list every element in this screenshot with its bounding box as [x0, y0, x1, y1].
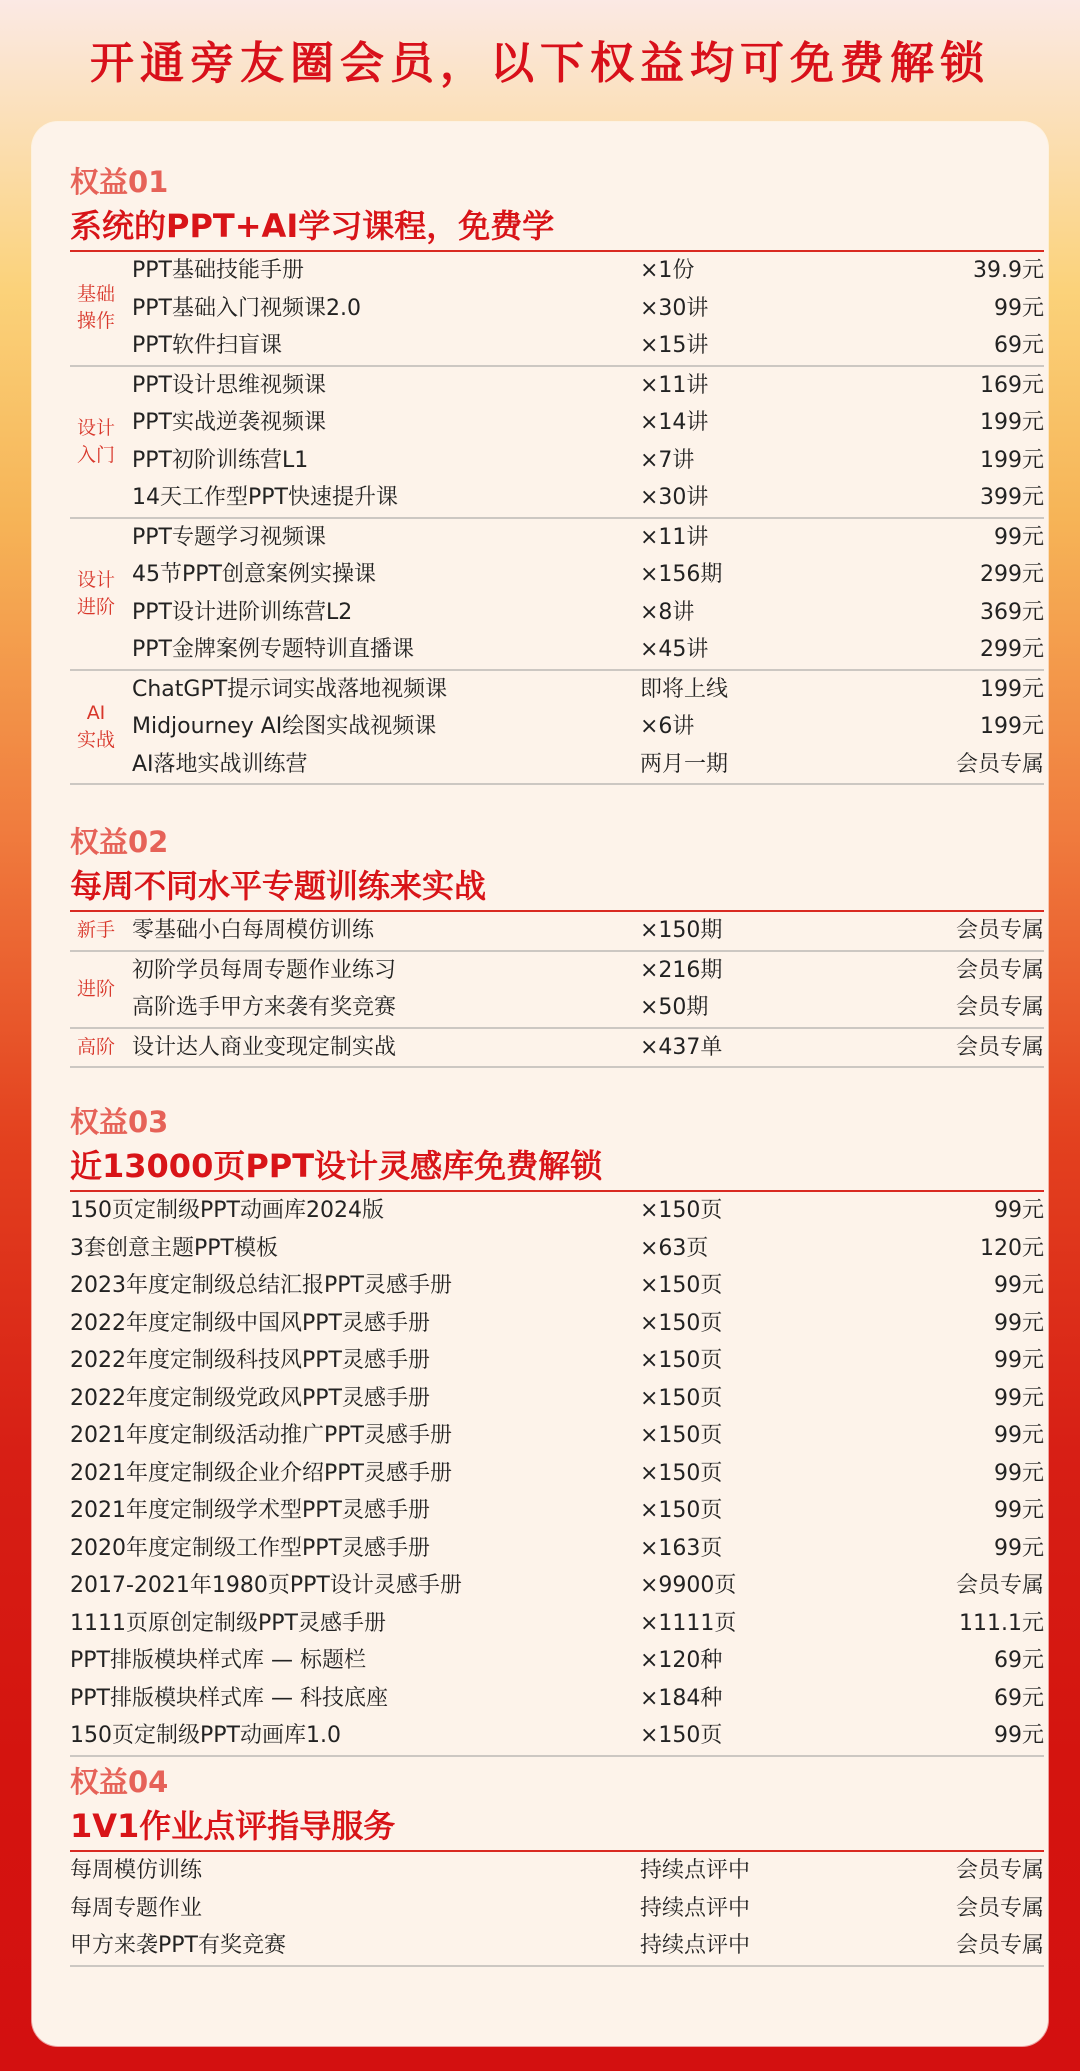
item-name: Midjourney AI绘图实战视频课 [132, 714, 437, 739]
item-price: 会员专属 [955, 1573, 1044, 1598]
item-name: 150页定制级PPT动画库1.0 [70, 1723, 341, 1748]
benefit-row [70, 1267, 1044, 1305]
item-name: PPT设计进阶训练营L2 [132, 599, 353, 625]
item-quantity: ×11讲 [640, 524, 709, 550]
item-quantity: 持续点评中 [640, 1895, 751, 1921]
group-label: 进阶 [76, 977, 115, 1000]
item-quantity: ×216期 [640, 957, 723, 983]
item-price: 99元 [994, 1423, 1044, 1448]
benefit-row [70, 631, 1044, 669]
section-benefit-02 [70, 822, 1044, 1068]
item-price: 69元 [994, 1685, 1044, 1711]
item-quantity: ×1份 [640, 258, 695, 283]
item-quantity: ×437单 [640, 1034, 723, 1060]
benefit-row [70, 952, 1044, 990]
item-name: ChatGPT提示词实战落地视频课 [132, 676, 448, 702]
item-price: 99元 [994, 1460, 1044, 1486]
item-quantity: 持续点评中 [640, 1858, 751, 1883]
item-name: AI落地实战训练营 [132, 751, 308, 777]
item-quantity: ×150页 [640, 1460, 723, 1486]
item-quantity: ×9900页 [640, 1573, 737, 1598]
benefit-group [70, 1852, 1044, 1967]
item-price: 99元 [994, 1348, 1044, 1373]
item-name: 2017-2021年1980页PPT设计灵感手册 [70, 1573, 462, 1598]
section-benefit-01 [70, 162, 1044, 785]
item-quantity: ×8讲 [640, 599, 695, 625]
section-tag: 权益03 [70, 1105, 169, 1139]
item-name: PPT设计思维视频课 [132, 372, 326, 398]
item-price: 99元 [994, 1198, 1044, 1223]
banner-title: 开通旁友圈会员，以下权益均可免费解锁 [90, 38, 990, 89]
item-quantity: ×14讲 [640, 410, 709, 435]
item-name: 3套创意主题PPT模板 [70, 1235, 278, 1261]
benefit-row [70, 1417, 1044, 1455]
item-price: 99元 [994, 1723, 1044, 1748]
benefit-group [70, 252, 1044, 367]
benefit-row [70, 1492, 1044, 1530]
item-name: PPT基础入门视频课2.0 [132, 295, 361, 321]
item-price: 111.1元 [959, 1610, 1044, 1636]
benefit-row [70, 1852, 1044, 1890]
item-name: 每周模仿训练 [70, 1858, 203, 1883]
item-price: 369元 [980, 599, 1044, 625]
item-quantity: ×120种 [640, 1648, 723, 1673]
item-name: 设计达人商业变现定制实战 [132, 1034, 397, 1060]
benefit-row [70, 989, 1044, 1027]
benefit-row [70, 1890, 1044, 1928]
item-quantity: ×150页 [640, 1498, 723, 1523]
item-name: 45节PPT创意案例实操课 [132, 562, 376, 587]
item-quantity: ×150页 [640, 1348, 723, 1373]
item-quantity: 持续点评中 [640, 1933, 751, 1958]
group-label: 新手 [76, 919, 115, 942]
item-name: PPT排版模块样式库 — 标题栏 [70, 1648, 366, 1673]
item-name: 2021年度定制级学术型PPT灵感手册 [70, 1498, 430, 1523]
benefit-row [70, 1605, 1044, 1643]
item-name: 2022年度定制级科技风PPT灵感手册 [70, 1348, 430, 1373]
benefit-group [70, 519, 1044, 671]
section-title: 1V1作业点评指导服务 [70, 1807, 396, 1845]
benefit-row [70, 1642, 1044, 1680]
benefit-row [70, 912, 1044, 950]
item-name: 2023年度定制级总结汇报PPT灵感手册 [70, 1273, 452, 1298]
item-price: 69元 [994, 1648, 1044, 1673]
item-quantity: ×163页 [640, 1535, 723, 1561]
benefit-row [70, 1717, 1044, 1755]
item-price: 99元 [994, 1498, 1044, 1523]
item-quantity: ×150页 [640, 1198, 723, 1223]
item-price: 199元 [980, 410, 1044, 435]
item-price: 99元 [994, 295, 1044, 321]
item-name: 2020年度定制级工作型PPT灵感手册 [70, 1535, 430, 1561]
item-price: 199元 [980, 676, 1044, 702]
item-name: 2021年度定制级企业介绍PPT灵感手册 [70, 1460, 452, 1486]
item-quantity: ×150期 [640, 918, 723, 943]
benefit-row [70, 252, 1044, 290]
item-name: 1111页原创定制级PPT灵感手册 [70, 1610, 386, 1636]
group-label: AI 实战 [76, 701, 115, 751]
item-name: 高阶选手甲方来袭有奖竞赛 [132, 995, 397, 1020]
item-name: 2022年度定制级中国风PPT灵感手册 [70, 1310, 430, 1336]
item-price: 69元 [994, 333, 1044, 358]
item-name: 2022年度定制级党政风PPT灵感手册 [70, 1385, 430, 1411]
item-name: 2021年度定制级活动推广PPT灵感手册 [70, 1423, 452, 1448]
item-name: PPT软件扫盲课 [132, 333, 282, 358]
item-price: 399元 [980, 485, 1044, 510]
section-tag: 权益02 [70, 825, 169, 859]
benefit-row [70, 442, 1044, 480]
item-price: 会员专属 [955, 957, 1044, 983]
item-quantity: 即将上线 [640, 676, 729, 702]
section-title: 近13000页PPT设计灵感库免费解锁 [70, 1147, 603, 1185]
benefit-group [70, 1029, 1044, 1069]
benefit-group [70, 1192, 1044, 1757]
item-quantity: ×15讲 [640, 333, 709, 358]
item-price: 会员专属 [955, 1895, 1044, 1921]
benefit-row [70, 556, 1044, 594]
benefit-row [70, 1192, 1044, 1230]
top-banner [0, 0, 1080, 118]
benefit-row [70, 1567, 1044, 1605]
benefit-group [70, 671, 1044, 786]
item-price: 199元 [980, 714, 1044, 739]
item-quantity: 两月一期 [640, 751, 729, 777]
benefit-row [70, 708, 1044, 746]
item-name: 甲方来袭PPT有奖竞赛 [70, 1933, 286, 1958]
benefit-row [70, 367, 1044, 405]
item-quantity: ×63页 [640, 1235, 709, 1261]
benefit-row [70, 519, 1044, 557]
item-price: 会员专属 [955, 751, 1044, 777]
item-quantity: ×156期 [640, 562, 723, 587]
item-price: 会员专属 [955, 995, 1044, 1020]
section-tag: 权益01 [70, 165, 169, 199]
section-title: 每周不同水平专题训练来实战 [70, 867, 487, 905]
item-price: 99元 [994, 1273, 1044, 1298]
section-benefit-04 [70, 1762, 1044, 1967]
item-quantity: ×50期 [640, 995, 709, 1020]
group-label: 设计 入门 [76, 416, 115, 466]
item-quantity: ×150页 [640, 1385, 723, 1411]
item-price: 99元 [994, 1535, 1044, 1561]
item-name: PPT实战逆袭视频课 [132, 410, 326, 435]
item-quantity: ×150页 [640, 1310, 723, 1336]
item-price: 会员专属 [955, 1034, 1044, 1060]
item-price: 99元 [994, 524, 1044, 550]
item-quantity: ×30讲 [640, 295, 709, 321]
section-tag: 权益04 [70, 1765, 169, 1799]
benefit-row [70, 290, 1044, 328]
item-quantity: ×150页 [640, 1723, 723, 1748]
benefit-group [70, 367, 1044, 519]
item-quantity: ×7讲 [640, 447, 695, 473]
group-label: 基础 操作 [76, 283, 115, 333]
benefit-row [70, 1530, 1044, 1568]
item-quantity: ×150页 [640, 1423, 723, 1448]
group-label: 高阶 [76, 1035, 115, 1058]
item-name: PPT金牌案例专题特训直播课 [132, 637, 414, 662]
item-name: 每周专题作业 [70, 1895, 203, 1921]
item-quantity: ×6讲 [640, 714, 695, 739]
item-price: 会员专属 [955, 1858, 1044, 1883]
benefit-row [70, 1927, 1044, 1965]
item-price: 39.9元 [973, 258, 1044, 283]
item-name: PPT排版模块样式库 — 科技底座 [70, 1685, 388, 1711]
benefit-row [70, 671, 1044, 709]
item-quantity: ×150页 [640, 1273, 723, 1298]
item-name: 初阶学员每周专题作业练习 [132, 957, 397, 983]
item-quantity: ×30讲 [640, 485, 709, 510]
item-price: 169元 [980, 372, 1044, 398]
item-price: 99元 [994, 1385, 1044, 1411]
benefit-row [70, 404, 1044, 442]
benefit-row [70, 746, 1044, 784]
item-price: 299元 [980, 562, 1044, 587]
item-price: 会员专属 [955, 1933, 1044, 1958]
item-name: 零基础小白每周模仿训练 [132, 918, 375, 943]
item-price: 会员专属 [955, 918, 1044, 943]
benefit-row [70, 1380, 1044, 1418]
item-name: 14天工作型PPT快速提升课 [132, 485, 398, 510]
benefit-row [70, 1305, 1044, 1343]
item-quantity: ×45讲 [640, 637, 709, 662]
benefit-row [70, 1342, 1044, 1380]
benefit-row [70, 479, 1044, 517]
section-title: 系统的PPT+AI学习课程，免费学 [70, 207, 555, 245]
group-label: 设计 进阶 [76, 568, 115, 618]
benefit-group [70, 952, 1044, 1029]
benefit-row [70, 1029, 1044, 1067]
benefit-row [70, 594, 1044, 632]
item-price: 120元 [980, 1235, 1044, 1261]
item-name: PPT专题学习视频课 [132, 524, 326, 550]
item-name: PPT基础技能手册 [132, 258, 304, 283]
item-quantity: ×1111页 [640, 1610, 737, 1636]
benefit-row [70, 1680, 1044, 1718]
item-quantity: ×11讲 [640, 372, 709, 398]
benefit-row [70, 327, 1044, 365]
item-name: PPT初阶训练营L1 [132, 447, 309, 473]
item-price: 299元 [980, 637, 1044, 662]
item-price: 99元 [994, 1310, 1044, 1336]
item-price: 199元 [980, 447, 1044, 473]
item-name: 150页定制级PPT动画库2024版 [70, 1198, 384, 1223]
benefit-group [70, 912, 1044, 952]
section-benefit-03 [70, 1102, 1044, 1757]
item-quantity: ×184种 [640, 1685, 723, 1711]
benefits-card [32, 122, 1048, 2046]
benefit-row [70, 1230, 1044, 1268]
benefit-row [70, 1455, 1044, 1493]
